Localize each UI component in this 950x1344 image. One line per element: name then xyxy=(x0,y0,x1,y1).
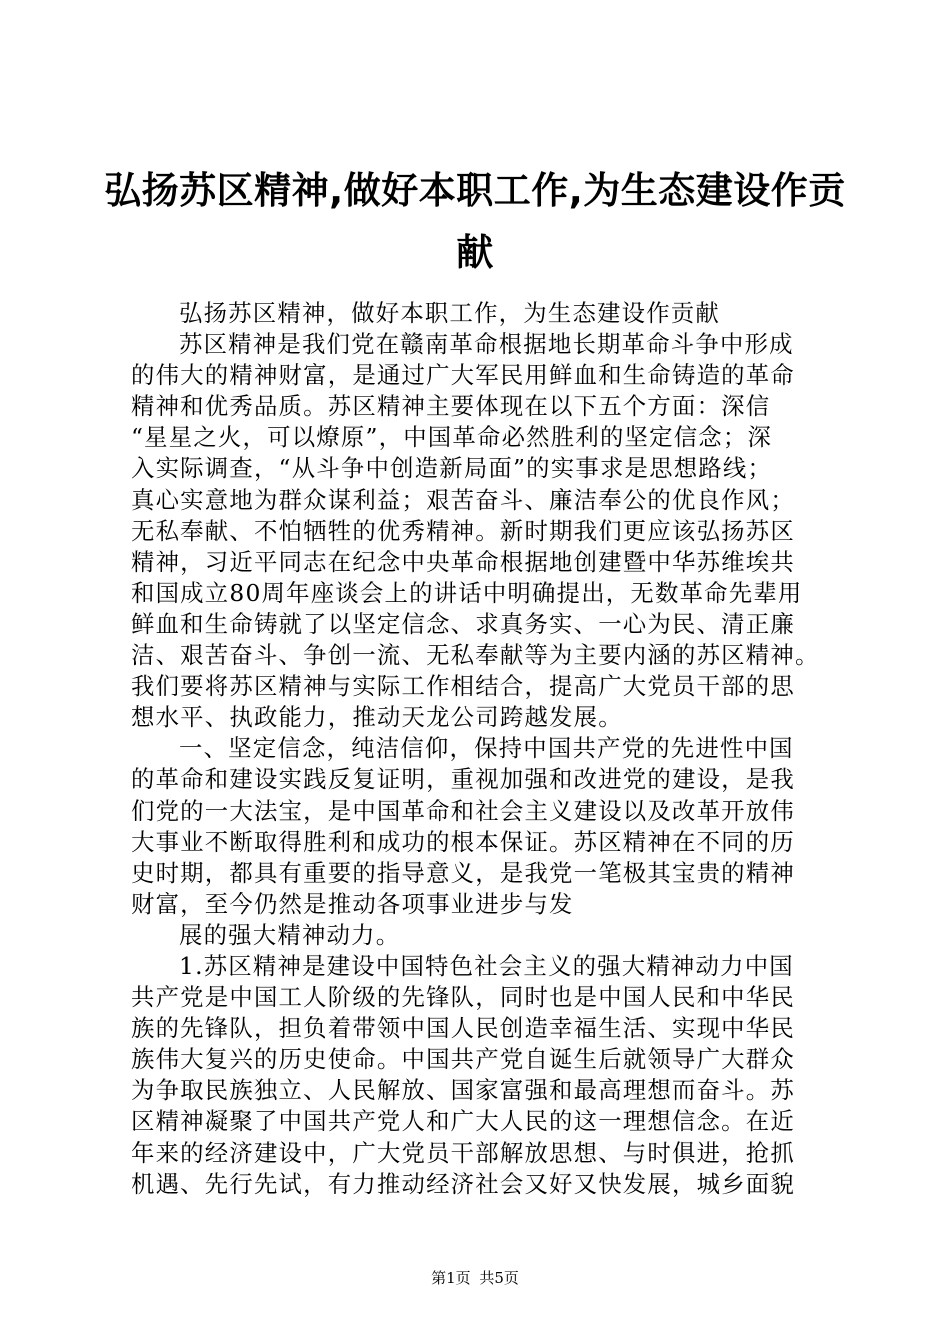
text-line: 族的先锋队，担负着带领中国人民创造幸福生活、实现中华民 xyxy=(131,1014,795,1043)
text-line: 机遇、先行先试，有力推动经济社会又好又快发展，城乡面貌 xyxy=(131,1169,795,1198)
text-line: 想水平、执政能力，推动天龙公司跨越发展。 xyxy=(131,703,623,732)
text-line: 弘扬苏区精神，做好本职工作，为生态建设作贡献 xyxy=(179,299,720,327)
text-line: 我们要将苏区精神与实际工作相结合，提高广大党员干部的思 xyxy=(131,672,795,701)
page-total: 共5页 xyxy=(479,1269,519,1287)
page-footer xyxy=(0,1268,950,1288)
text-line: 苏区精神是我们党在赣南革命根据地长期革命斗争中形成 xyxy=(179,330,794,359)
text-line: 的革命和建设实践反复证明，重视加强和改进党的建设，是我 xyxy=(131,765,795,794)
text-line: 区精神凝聚了中国共产党人和广大人民的这一理想信念。在近 xyxy=(131,1107,795,1136)
text-line: 族伟大复兴的历史使命。中国共产党自诞生后就领导广大群众 xyxy=(131,1045,795,1074)
title-line-1: 弘扬苏区精神,做好本职工作,为生态建设作贡 xyxy=(104,169,846,212)
text-line: 为争取民族独立、人民解放、国家富强和最高理想而奋斗。苏 xyxy=(131,1076,795,1105)
text-line: 的伟大的精神财富，是通过广大军民用鲜血和生命铸造的革命 xyxy=(131,361,795,390)
text-line: “星星之火，可以燎原”，中国革命必然胜利的坚定信念；深 xyxy=(131,423,773,452)
text-line: 鲜血和生命铸就了以坚定信念、求真务实、一心为民、清正廉 xyxy=(131,609,795,638)
text-line: 1.苏区精神是建设中国特色社会主义的强大精神动力中国 xyxy=(179,951,794,980)
text-line: 展的强大精神动力。 xyxy=(179,920,401,949)
text-line: 一、坚定信念，纯洁信仰，保持中国共产党的先进性中国 xyxy=(179,734,794,763)
title-line-2: 献 xyxy=(456,231,494,274)
page-number: 第1页 xyxy=(431,1269,471,1287)
text-line: 精神和优秀品质。苏区精神主要体现在以下五个方面：深信 xyxy=(131,392,771,421)
text-line: 们党的一大法宝，是中国革命和社会主义建设以及改革开放伟 xyxy=(131,796,795,825)
text-line: 洁、艰苦奋斗、争创一流、无私奉献等为主要内涵的苏区精神。 xyxy=(131,641,820,670)
text-line: 入实际调查，“从斗争中创造新局面”的实事求是思想路线； xyxy=(131,454,773,483)
document-title xyxy=(80,160,870,284)
text-line: 共产党是中国工人阶级的先锋队，同时也是中国人民和中华民 xyxy=(131,983,795,1012)
text-line: 精神，习近平同志在纪念中央革命根据地创建暨中华苏维埃共 xyxy=(131,547,795,576)
text-line: 财富，至今仍然是推动各项事业进步与发 xyxy=(131,889,574,918)
text-line: 年来的经济建设中，广大党员干部解放思想、与时俱进，抢抓 xyxy=(131,1138,795,1167)
document-body xyxy=(131,298,861,1200)
text-line: 大事业不断取得胜利和成功的根本保证。苏区精神在不同的历 xyxy=(131,827,795,856)
text-line: 和国成立80周年座谈会上的讲话中明确提出，无数革命先辈用 xyxy=(131,578,803,607)
text-line: 无私奉献、不怕牺牲的优秀精神。新时期我们更应该弘扬苏区 xyxy=(131,516,795,545)
text-line: 史时期，都具有重要的指导意义，是我党一笔极其宝贵的精神 xyxy=(131,858,795,887)
text-line: 真心实意地为群众谋利益；艰苦奋斗、廉洁奉公的优良作风； xyxy=(131,485,795,514)
